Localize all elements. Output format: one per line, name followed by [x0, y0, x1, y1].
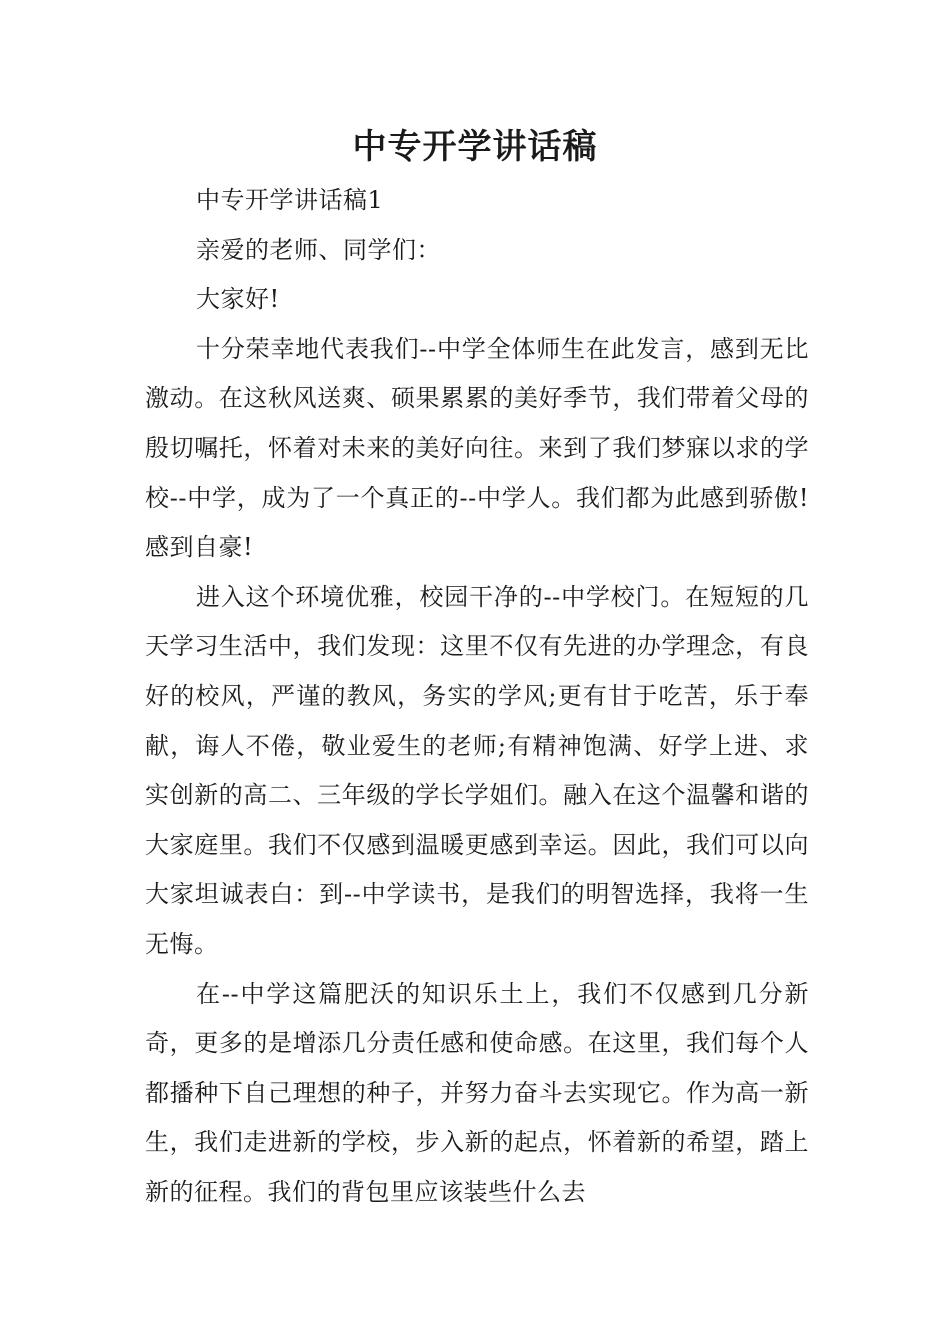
body-paragraph: 在--中学这篇肥沃的知识乐土上，我们不仅感到几分新奇，更多的是增添几分责任感和使命感。在这里，我们每个人都播种下自己理想的种子，并努力奋斗去实现它。作为高一新生，我们走进新的学校，步入新的起点，怀着新的希望，踏上新的征程。我们的背包里应该装些什么去: [145, 979, 809, 1206]
body-paragraph: 进入这个环境优雅，校园干净的--中学校门。在短短的几天学习生活中，我们发现：这里不仅有先进的办学理念，有良好的校风，严谨的教风，务实的学风;更有甘于吃苦，乐于奉献，诲人不倦，敬业爱生的老师;有精神饱满、好学上进、求实创新的高二、三年级的学长学姐们。融入在这个温馨和谐的大家庭里。我们不仅感到温暖更感到幸运。因此，我们可以向大家坦诚表白：到--中学读书，是我们的明智选择，我将一生无悔。: [145, 582, 809, 958]
subtitle-paragraph: 中专开学讲话稿1: [196, 186, 384, 214]
document-title: 中专开学讲话稿: [352, 127, 598, 167]
greeting-paragraph: 大家好!: [196, 285, 280, 314]
salutation-paragraph: 亲爱的老师、同学们：: [196, 235, 441, 264]
body-paragraph: 十分荣幸地代表我们--中学全体师生在此发言，感到无比激动。在这秋风送爽、硕果累累的美好季节，我们带着父母的殷切嘱托，怀着对未来的美好向往。来到了我们梦寐以求的学校--中学，成为了一个真正的--中学人。我们都为此感到骄傲!感到自豪!: [145, 334, 809, 562]
document-body: [145, 176, 809, 1217]
